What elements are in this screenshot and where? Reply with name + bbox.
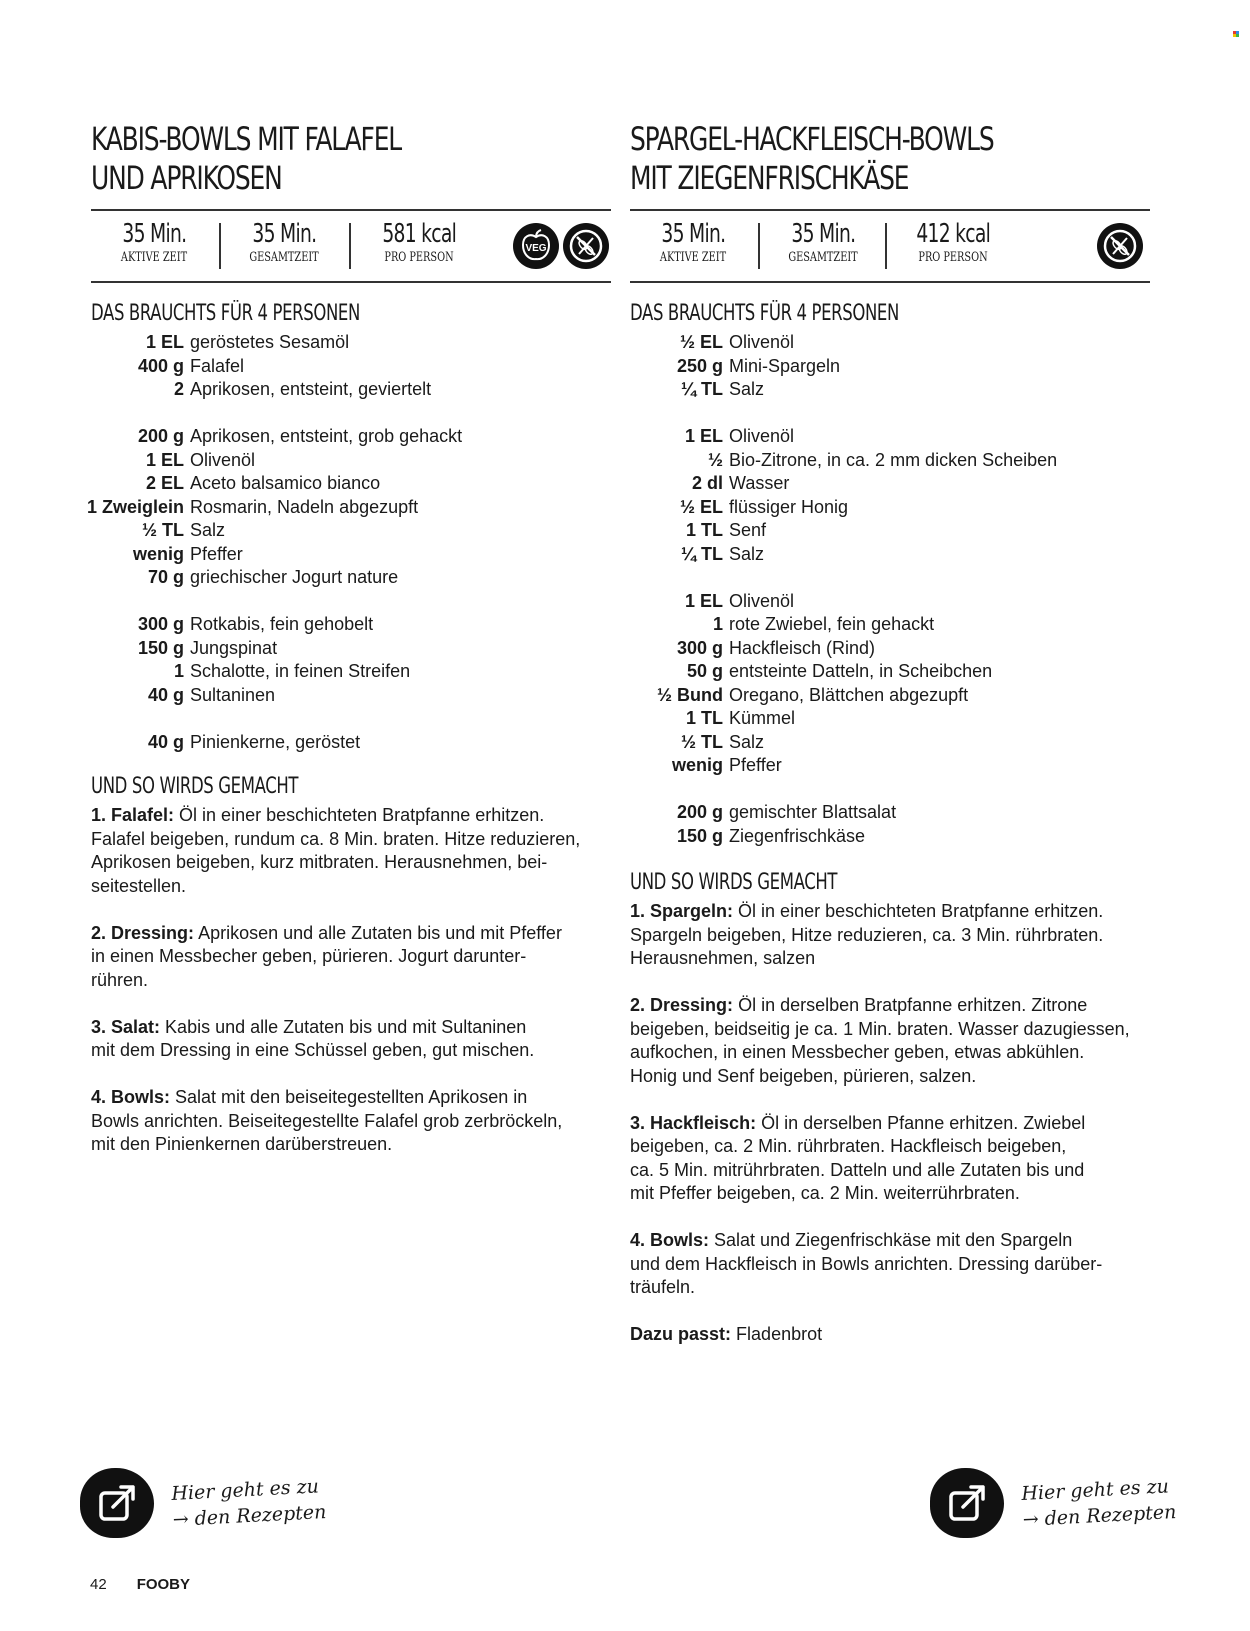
ingredient-row: 200 g gemischter Blattsalat xyxy=(676,802,897,822)
divider xyxy=(349,223,351,269)
ingredients-heading: DAS BRAUCHTS FÜR 4 PERSONEN xyxy=(91,301,360,326)
ingredient-row: 40 g Sultaninen xyxy=(147,684,276,705)
ingredient-row: 1 EL Olivenöl xyxy=(145,449,256,470)
stat-total-time: 35 Min. GESAMTZEIT xyxy=(788,219,858,265)
recipe-kabis-bowls xyxy=(87,120,611,1180)
ingredient-row: ½ Bund Oregano, Blättchen abgezupft xyxy=(657,684,969,705)
step-bowls: 4. Bowls: Salat mit den beiseitegestellten Aprikosen in Bowls anrichten. Beiseitegestellte Falafel grob zerbröckeln, mit den Pinienkernen darüberstreuen. xyxy=(91,1087,563,1154)
ingredient-row: 200 g Aprikosen, entsteint, grob gehackt xyxy=(137,426,463,446)
recipe-title: KABIS-BOWLS MIT FALAFEL UND APRIKOSEN xyxy=(91,120,402,197)
ingredient-row: ¼ TL Salz xyxy=(680,543,765,564)
steps-heading: UND SO WIRDS GEMACHT xyxy=(91,774,299,799)
step-spargeln: 1. Spargeln: Öl in einer beschichteten Bratpfanne erhitzen. Spargeln beigeben, Hitze reduzieren, ca. 3 Min. rührbraten. Herausnehmen, salzen xyxy=(630,901,1104,968)
ingredient-row: 250 g Mini-Spargeln xyxy=(676,355,841,376)
ingredients-heading: DAS BRAUCHTS FÜR 4 PERSONEN xyxy=(630,301,899,326)
ingredient-row: 40 g Pinienkerne, geröstet xyxy=(147,731,361,752)
ingredient-row: ½ TL Salz xyxy=(141,520,226,540)
ingredient-row: 1 Zweiglein Rosmarin, Nadeln abgezupft xyxy=(87,496,419,517)
ingredient-row: 150 g Jungspinat xyxy=(137,637,278,658)
page-number: 42 xyxy=(90,1576,107,1593)
recipe-stats xyxy=(91,209,611,283)
recipe-link-text[interactable]: Hier geht es zu → den Rezepten xyxy=(1020,1475,1177,1531)
recipe-link-left[interactable] xyxy=(80,1468,326,1538)
ingredient-row: 1 Schalotte, in feinen Streifen xyxy=(173,661,411,681)
ingredient-row: 1 EL Olivenöl xyxy=(684,590,795,611)
veg-apple-icon xyxy=(513,223,559,269)
ingredient-row: ½ Bio-Zitrone, in ca. 2 mm dicken Scheiben xyxy=(707,449,1058,470)
ingredient-row: 400 g Falafel xyxy=(137,355,245,376)
stat-calories: 412 kcal PRO PERSON xyxy=(916,219,990,265)
step-list xyxy=(91,804,611,1157)
ingredient-row: 1 TL Senf xyxy=(685,520,767,540)
ingredient-row: wenig Pfeffer xyxy=(132,543,243,564)
step-list xyxy=(630,900,1150,1347)
stat-calories: 581 kcal PRO PERSON xyxy=(382,219,456,265)
ingredient-row: 1 EL Olivenöl xyxy=(684,426,795,446)
recipe-link-right[interactable] xyxy=(930,1468,1176,1538)
recipe-title: SPARGEL-HACKFLEISCH-BOWLS MIT ZIEGENFRISCHKÄSE xyxy=(630,120,994,197)
recipe-link-text[interactable]: Hier geht es zu → den Rezepten xyxy=(170,1475,327,1531)
color-mark xyxy=(1233,31,1239,37)
gluten-free-icon xyxy=(1097,223,1143,269)
ingredient-row: ¼ TL Salz xyxy=(680,379,765,399)
ingredient-row: 300 g Rotkabis, fein gehobelt xyxy=(137,614,374,634)
steps-heading: UND SO WIRDS GEMACHT xyxy=(630,870,838,895)
gluten-free-icon xyxy=(563,223,609,269)
step-bowls: 4. Bowls: Salat und Ziegenfrischkäse mit den Spargeln und dem Hackfleisch in Bowls anrichten. Dressing darüber- träufeln. xyxy=(630,1230,1103,1297)
divider xyxy=(219,223,221,269)
ingredient-row: ½ EL flüssiger Honig xyxy=(679,496,849,517)
step-dressing: 2. Dressing: Aprikosen und alle Zutaten bis und mit Pfeffer in einen Messbecher geben, pürieren. Jogurt darunter- rühren. xyxy=(91,922,562,990)
ingredient-row: 2 dl Wasser xyxy=(691,473,790,493)
ingredient-row: 2 Aprikosen, entsteint, geviertelt xyxy=(173,379,432,399)
page-footer xyxy=(90,1576,190,1593)
serving-suggestion: Dazu passt: Fladenbrot xyxy=(630,1324,823,1344)
brand-logo: FOOBY xyxy=(136,1576,191,1593)
step-falafel: 1. Falafel: Öl in einer beschichteten Bratpfanne erhitzen. Falafel beigeben, rundum ca. 8 Min. braten. Hitze reduzieren, Aprikosen beigeben, kurz mitbraten. Herausnehmen, bei- seitestellen. xyxy=(91,805,581,896)
stat-active-time: 35 Min. AKTIVE ZEIT xyxy=(659,219,727,265)
external-link-icon[interactable] xyxy=(930,1468,1004,1538)
divider xyxy=(885,223,887,269)
ingredient-row: 1 EL geröstetes Sesamöl xyxy=(145,332,350,352)
ingredient-row: wenig Pfeffer xyxy=(671,755,782,775)
ingredient-list xyxy=(87,331,611,754)
svg-text:VEG: VEG xyxy=(525,243,547,254)
ingredient-row: 1 rote Zwiebel, fein gehackt xyxy=(712,614,935,634)
ingredient-row: 300 g Hackfleisch (Rind) xyxy=(676,637,876,658)
divider xyxy=(758,223,760,269)
stat-total-time: 35 Min. GESAMTZEIT xyxy=(249,219,319,265)
ingredient-row: 150 g Ziegenfrischkäse xyxy=(676,825,866,846)
recipe-stats xyxy=(630,209,1150,283)
step-salat: 3. Salat: Kabis und alle Zutaten bis und mit Sultaninen mit dem Dressing in eine Schüssel geben, gut mischen. xyxy=(91,1016,535,1060)
ingredient-row: ½ EL Olivenöl xyxy=(679,332,795,352)
ingredient-row: 2 EL Aceto balsamico bianco xyxy=(145,473,381,493)
ingredient-row: 70 g griechischer Jogurt nature xyxy=(147,567,399,587)
ingredient-row: 1 TL Kümmel xyxy=(685,708,796,728)
recipe-spargel-hackfleisch-bowls xyxy=(630,120,1150,1370)
step-hackfleisch: 3. Hackfleisch: Öl in derselben Pfanne erhitzen. Zwiebel beigeben, ca. 2 Min. rührbraten. Hackfleisch beigeben, ca. 5 Min. mitrührbraten. Datteln und alle Zutaten bis und mit Pfeffer beigeben, ca. 2 Min. weiterrührbraten. xyxy=(630,1112,1086,1203)
step-dressing: 2. Dressing: Öl in derselben Bratpfanne erhitzen. Zitrone beigeben, beidseitig je ca. 1 Min. braten. Wasser dazugiessen, aufkochen, in einen Messbecher geben, etwas abkühlen. Honig und Senf beigeben, pürieren, salzen. xyxy=(630,995,1130,1086)
external-link-icon[interactable] xyxy=(80,1468,154,1538)
ingredient-list xyxy=(626,331,1150,848)
ingredient-row: ½ TL Salz xyxy=(680,731,765,752)
stat-active-time: 35 Min. AKTIVE ZEIT xyxy=(120,219,188,265)
ingredient-row: 50 g entsteinte Datteln, in Scheibchen xyxy=(686,661,993,681)
